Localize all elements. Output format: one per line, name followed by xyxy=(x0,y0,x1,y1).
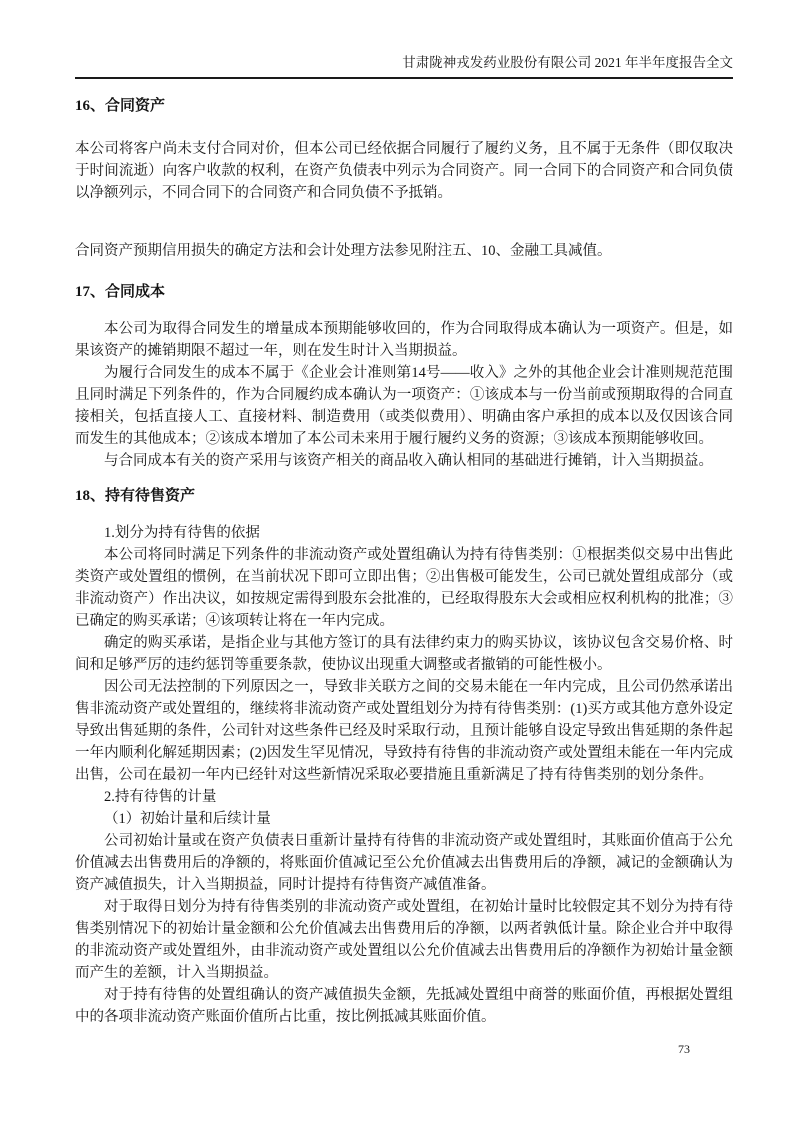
section-18-paragraph-4: 公司初始计量或在资产负债表日重新计量持有待售的非流动资产或处置组时，其账面价值高于公允价值减去出售费用后的净额的，将账面价值减记至公允价值减去出售费用后的净额，减记的金额确认为资产减值损失，计入当期损益，同时计提持有待售资产减值准备。 xyxy=(75,833,733,893)
page-body xyxy=(75,96,733,1028)
section-18-paragraph-2: 确定的购买承诺，是指企业与其他方签订的具有法律约束力的购买协议，该协议包含交易价格、时间和足够严厉的违约惩罚等重要条款，使协议出现重大调整或者撤销的可能性极小。 xyxy=(75,635,733,673)
section-18-paragraph-5: 对于取得日划分为持有待售类别的非流动资产或处置组，在初始计量时比较假定其不划分为持有待售类别情况下的初始计量金额和公允价值减去出售费用后的净额，以两者孰低计量。除企业合并中取得的非流动资产或处置组外，由非流动资产或处置组以公允价值减去出售费用后的净额作为初始计量金额而产生的差额，计入当期损益。 xyxy=(75,899,733,981)
section-17-paragraph-1: 本公司为取得合同发生的增量成本预期能够收回的，作为合同取得成本确认为一项资产。但是，如果该资产的摊销期限不超过一年，则在发生时计入当期损益。 xyxy=(75,321,733,359)
section-17-paragraph-2: 为履行合同发生的成本不属于《企业会计准则第14号——收入》之外的其他企业会计准则规范范围且同时满足下列条件的，作为合同履约成本确认为一项资产：①该成本与一份当前或预期取得的合同直接相关，包括直接人工、直接材料、制造费用（或类似费用）、明确由客户承担的成本以及仅因该合同而发生的其他成本；②该成本增加了本公司未来用于履行履约义务的资源；③该成本预期能够收回。 xyxy=(75,365,733,447)
section-17-heading: 17、合同成本 xyxy=(75,284,166,300)
section-18-subheading-2-1: （1）初始计量和后续计量 xyxy=(104,811,271,827)
section-16-paragraph-1: 本公司将客户尚未支付合同对价，但本公司已经依据合同履行了履约义务，且不属于无条件（即仅取决于时间流逝）向客户收款的权利，在资产负债表中列示为合同资产。同一合同下的合同资产和合同负债以净额列示，不同合同下的合同资产和合同负债不予抵销。 xyxy=(75,141,733,201)
section-16-paragraph-2: 合同资产预期信用损失的确定方法和会计处理方法参见附注五、10、金融工具减值。 xyxy=(75,243,612,259)
section-17-paragraph-3: 与合同成本有关的资产采用与该资产相关的商品收入确认相同的基础进行摊销，计入当期损益。 xyxy=(104,453,713,469)
section-18-subheading-1: 1.划分为持有待售的依据 xyxy=(104,525,260,541)
page-header xyxy=(75,55,733,79)
section-18-subheading-2: 2.持有待售的计量 xyxy=(104,789,217,805)
section-18-paragraph-1: 本公司将同时满足下列条件的非流动资产或处置组确认为持有待售类别：①根据类似交易中出售此类资产或处置组的惯例，在当前状况下即可立即出售；②出售极可能发生，公司已就处置组成部分（或非流动资产）作出决议，如按规定需得到股东会批准的，已经取得股东大会或相应权利机构的批准；③已确定的购买承诺；④该项转让将在一年内完成。 xyxy=(75,547,733,629)
section-16-heading: 16、合同资产 xyxy=(75,98,166,114)
section-18-paragraph-3: 因公司无法控制的下列原因之一，导致非关联方之间的交易未能在一年内完成，且公司仍然承诺出售非流动资产或处置组的，继续将非流动资产或处置组划分为持有待售类别：(1)买方或其他方意外设定导致出售延期的条件，公司针对这些条件已经及时采取行动，且预计能够自设定导致出售延期的条件起一年内顺利化解延期因素；(2)因发生罕见情况，导致持有待售的非流动资产或处置组未能在一年内完成出售，公司在最初一年内已经针对这些新情况采取必要措施且重新满足了持有待售类别的划分条件。 xyxy=(75,679,733,783)
section-18-heading: 18、持有待售资产 xyxy=(75,488,196,504)
report-header-title: 甘肃陇神戎发药业股份有限公司 2021 年半年度报告全文 xyxy=(402,55,733,70)
section-18-paragraph-6: 对于持有待售的处置组确认的资产减值损失金额，先抵减处置组中商誉的账面价值，再根据处置组中的各项非流动资产账面价值所占比重，按比例抵减其账面价值。 xyxy=(75,987,733,1025)
page-number: 73 xyxy=(678,1042,690,1056)
